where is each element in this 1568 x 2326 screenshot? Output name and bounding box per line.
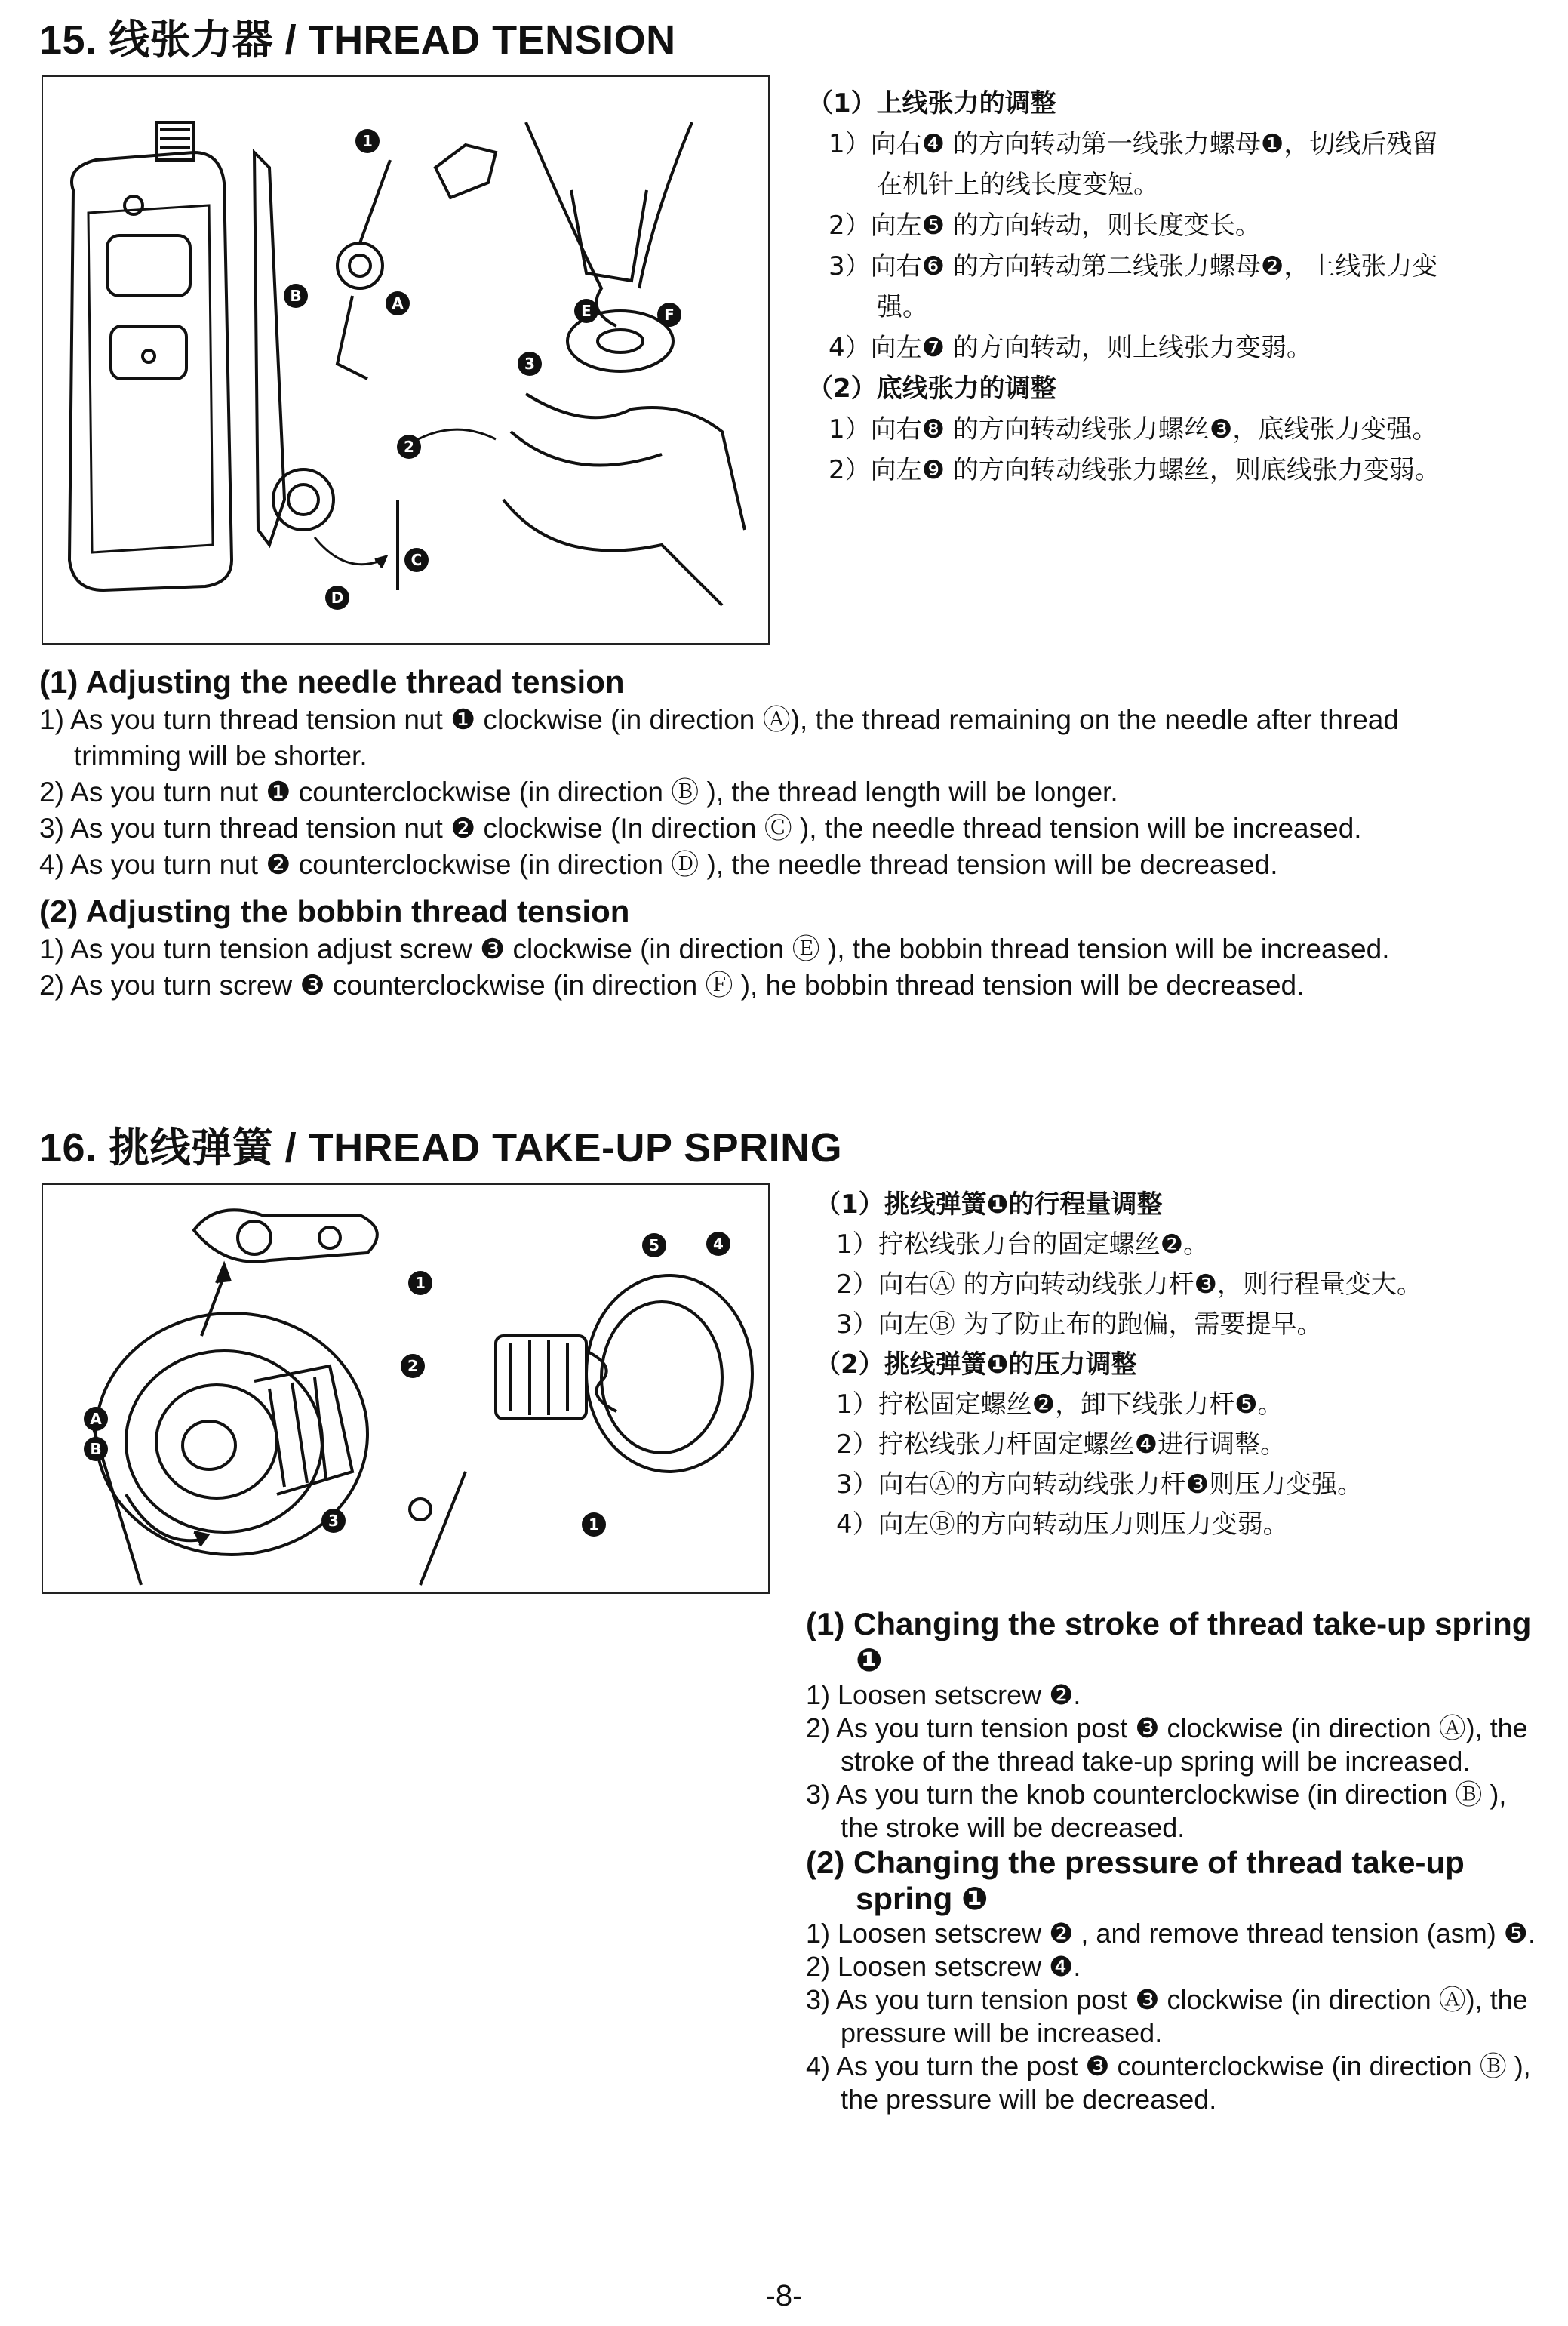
instruction-item: 1) As you turn tension adjust screw ❸ clockwise (in direction Ⓔ ), the bobbin thread tension will be increased.	[39, 934, 1390, 965]
cn-line: 2）向左❾ 的方向转动线张力螺丝，则底线张力变弱。	[829, 455, 1440, 485]
instruction-item: 3) As you turn the knob counterclockwise (in direction Ⓑ ), the stroke will be decreased.	[806, 1779, 1507, 1843]
subheading-bobbin-tension: (2) Adjusting the bobbin thread tension	[39, 894, 630, 929]
cn-line: 3）向右Ⓐ的方向转动线张力杆❸则压力变强。	[836, 1469, 1364, 1500]
svg-text:B: B	[90, 1440, 102, 1458]
svg-text:2: 2	[407, 1357, 418, 1375]
svg-text:C: C	[410, 551, 423, 569]
cn-line: （1）挑线弹簧❶的行程量调整	[815, 1189, 1163, 1220]
instruction-item: 1) Loosen setscrew ❷ , and remove thread tension (asm) ❺.	[806, 1918, 1536, 1949]
svg-text:F: F	[664, 306, 675, 324]
section15-english-text	[39, 663, 1511, 1004]
svg-text:1: 1	[589, 1515, 599, 1534]
svg-text:1: 1	[362, 132, 373, 150]
instruction-item: 1) As you turn thread tension nut ❶ clockwise (in direction Ⓐ), the thread remaining on the needle after thread trimming will be shorter.	[39, 704, 1399, 771]
section15-chinese-text	[807, 83, 1554, 491]
section16-english-text	[806, 1606, 1538, 2116]
cn-line: 1）拧松线张力台的固定螺丝❷。	[836, 1229, 1210, 1260]
svg-text:3: 3	[524, 355, 535, 373]
svg-text:2: 2	[404, 438, 414, 456]
instruction-item: 4) As you turn the post ❸ counterclockwise (in direction Ⓑ ), the pressure will be decreased.	[806, 2051, 1531, 2115]
thread-tension-illustration	[43, 77, 768, 643]
section15-title: 15. 线张力器 / THREAD TENSION	[39, 17, 676, 63]
take-up-spring-illustration	[43, 1185, 768, 1592]
cn-line: 2）向左❺ 的方向转动，则长度变长。	[829, 211, 1261, 241]
cn-line: 在机针上的线长度变短。	[877, 170, 1159, 200]
subheading-stroke: (1) Changing the stroke of thread take-up spring ❶	[806, 1606, 1532, 1678]
cn-line: 2）拧松线张力杆固定螺丝❹进行调整。	[836, 1429, 1287, 1460]
svg-text:A: A	[392, 294, 404, 312]
cn-line: 4）向左Ⓑ的方向转动压力则压力变弱。	[836, 1509, 1289, 1540]
take-up-spring-figure	[42, 1183, 770, 1594]
cn-line: 4）向左❼ 的方向转动，则上线张力变弱。	[829, 333, 1312, 363]
svg-text:1: 1	[415, 1274, 426, 1292]
cn-line: 1）向右❽ 的方向转动线张力螺丝❸，底线张力变强。	[829, 414, 1438, 445]
instruction-item: 2) As you turn screw ❸ counterclockwise (in direction Ⓕ ), he bobbin thread tension will be decreased.	[39, 970, 1305, 1001]
instruction-item: 2) As you turn nut ❶ counterclockwise (in direction Ⓑ ), the thread length will be longer.	[39, 777, 1118, 808]
cn-line: 2）向右Ⓐ 的方向转动线张力杆❸，则行程量变大。	[836, 1269, 1422, 1300]
subheading-needle-tension: (1) Adjusting the needle thread tension	[39, 664, 625, 700]
instruction-item: 2) Loosen setscrew ❹.	[806, 1951, 1081, 1982]
section16-chinese-text	[815, 1185, 1554, 1545]
instruction-item: 3) As you turn thread tension nut ❷ clockwise (In direction Ⓒ ), the needle thread tension will be increased.	[39, 813, 1362, 844]
instruction-item: 2) As you turn tension post ❸ clockwise (in direction Ⓐ), the stroke of the thread take-up spring will be increased.	[806, 1712, 1528, 1777]
page-number: -8-	[765, 2279, 803, 2312]
svg-text:E: E	[581, 302, 592, 320]
cn-line: 3）向右❻ 的方向转动第二线张力螺母❷，上线张力变	[829, 251, 1438, 282]
svg-text:B: B	[290, 287, 302, 305]
thread-tension-figure	[42, 75, 770, 645]
svg-text:4: 4	[713, 1235, 724, 1253]
cn-line: （1）上线张力的调整	[807, 88, 1056, 118]
cn-line: （2）挑线弹簧❶的压力调整	[815, 1349, 1137, 1380]
cn-line: 1）向右❹ 的方向转动第一线张力螺母❶，切线后残留	[829, 129, 1438, 159]
instruction-item: 3) As you turn tension post ❸ clockwise (in direction Ⓐ), the pressure will be increased.	[806, 1984, 1528, 2048]
cn-line: 3）向左Ⓑ 为了防止布的跑偏，需要提早。	[836, 1309, 1323, 1340]
instruction-item: 1) Loosen setscrew ❷.	[806, 1679, 1081, 1710]
svg-text:A: A	[90, 1410, 102, 1428]
svg-text:3: 3	[328, 1512, 339, 1530]
cn-line: 强。	[877, 292, 928, 322]
subheading-pressure: (2) Changing the pressure of thread take-up spring ❶	[806, 1844, 1465, 1916]
cn-line: 1）拧松固定螺丝❷，卸下线张力杆❺。	[836, 1389, 1284, 1420]
instruction-item: 4) As you turn nut ❷ counterclockwise (in direction Ⓓ ), the needle thread tension will be decreased.	[39, 849, 1278, 880]
svg-text:D: D	[331, 589, 344, 607]
section16-title: 16. 挑线弹簧 / THREAD TAKE-UP SPRING	[39, 1125, 843, 1171]
svg-text:5: 5	[649, 1236, 659, 1254]
cn-line: （2）底线张力的调整	[807, 374, 1056, 404]
